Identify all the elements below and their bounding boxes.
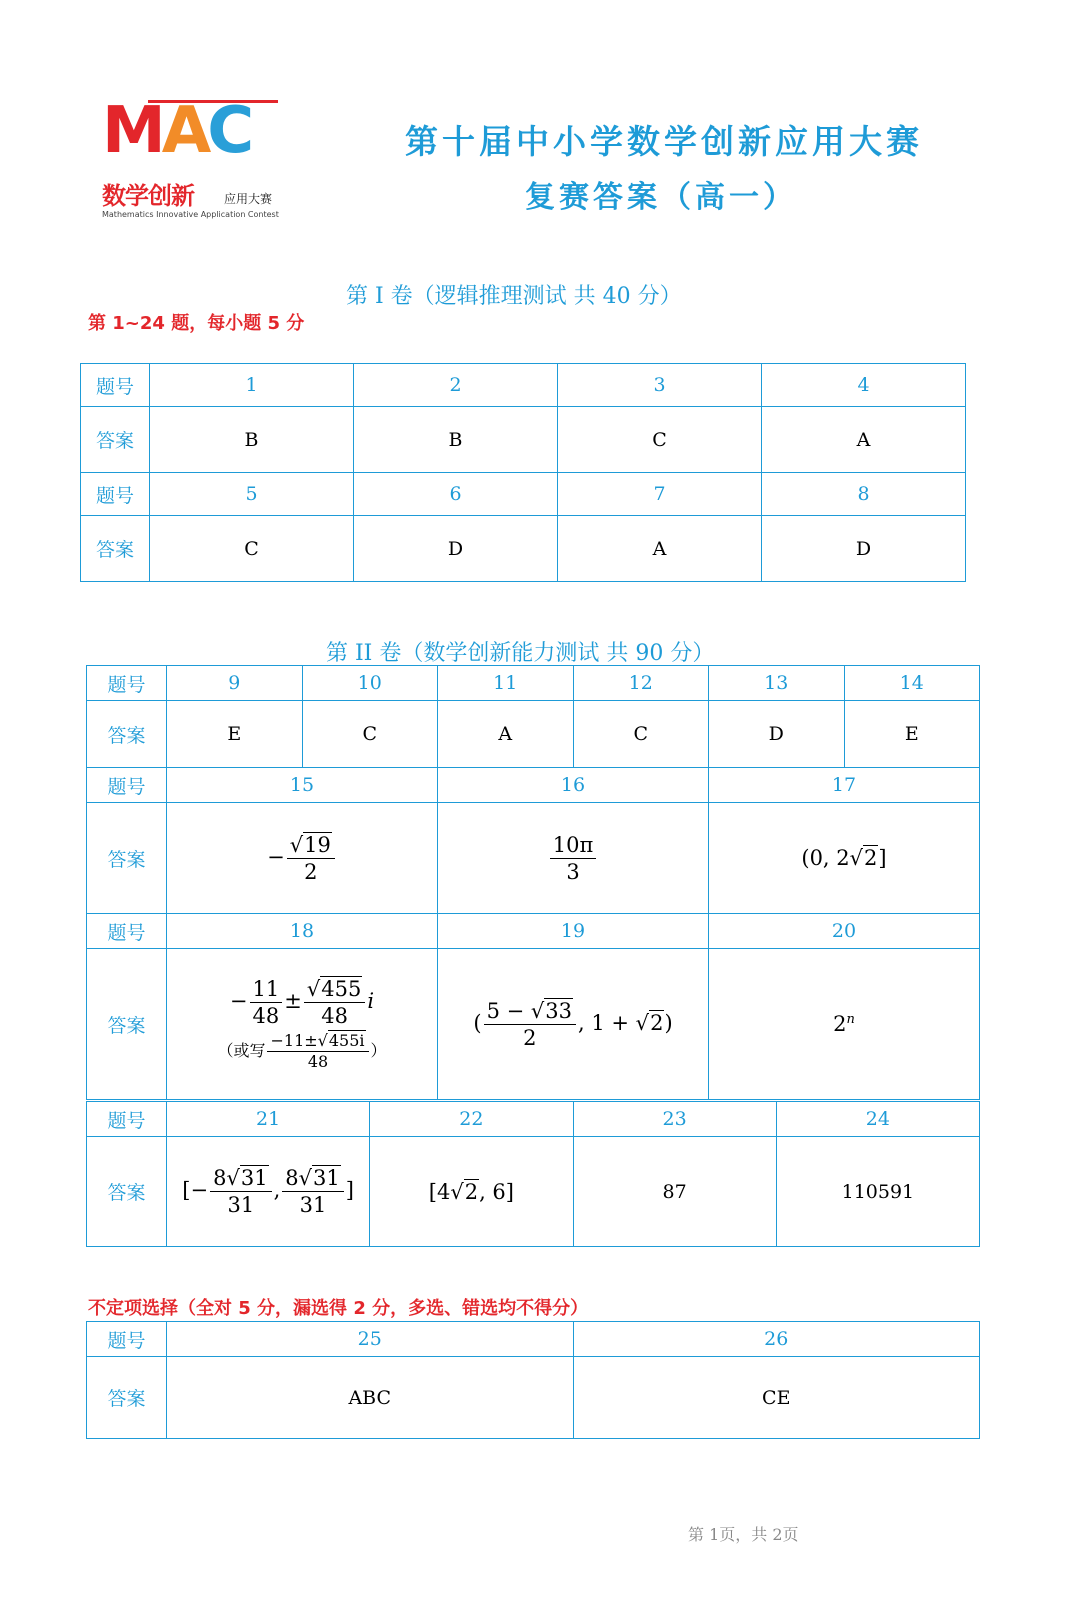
q-number: 24 [776,1102,979,1137]
q-number: 6 [354,473,558,516]
answer-24: 110591 [776,1137,979,1247]
q-number: 14 [844,666,980,701]
answer-21 [167,1137,370,1247]
q-number: 19 [438,914,709,949]
table-row [87,1357,980,1439]
answer-19 [438,949,709,1100]
answer: C [558,407,762,473]
part3-note: 不定项选择（全对 5 分，漏选得 2 分，多选、错选均不得分） [88,1298,589,1319]
q-number: 7 [558,473,762,516]
answer: C [150,516,354,582]
answer: C [573,701,709,768]
page-subtitle: 复赛答案（高一） [525,180,797,215]
part1-note: 第 1~24 题，每小题 5 分 [88,313,305,334]
q-number: 17 [709,768,980,803]
label-q: 题号 [87,1322,167,1357]
table-row [87,666,980,701]
answer: C [302,701,438,768]
q-number: 13 [709,666,845,701]
table-row [87,1322,980,1357]
table-row [87,1137,980,1247]
answer: CE [573,1357,980,1439]
q-number: 22 [370,1102,573,1137]
answer: D [354,516,558,582]
logo-letters: MAC [102,94,251,168]
q-number: 4 [762,364,966,407]
math-expr: ( $\frac{5 - √33}{2}$ , 1 + √2) [473,998,673,1050]
table-row [81,364,966,407]
math-expr: − $\frac{√19}{2}$ [267,845,337,869]
part2-table-b [86,767,980,1100]
label-a: 答案 [87,1137,167,1247]
table-row [81,407,966,473]
logo-cn-name: 数学创新 [102,182,194,210]
part2-table-c [86,1101,980,1247]
label-a: 答案 [87,949,167,1100]
label-q: 题号 [87,1102,167,1137]
page-footer: 第 1页，共 2页 [688,1525,799,1544]
q-number: 1 [150,364,354,407]
answer: A [438,701,574,768]
mac-logo [102,96,287,231]
table-row [87,768,980,803]
math-expr: (0, 2√2] [801,846,887,870]
part2-title: 第 II 卷（数学创新能力测试 共 90 分） [326,641,715,666]
q-number: 12 [573,666,709,701]
logo-en-name: Mathematics Innovative Application Contest [102,210,279,219]
label-q: 题号 [87,666,167,701]
q-number: 5 [150,473,354,516]
answer-15 [167,803,438,914]
q-number: 25 [167,1322,574,1357]
q-number: 23 [573,1102,776,1137]
answer: B [354,407,558,473]
q-number: 26 [573,1322,980,1357]
q-number: 16 [438,768,709,803]
math-expr: $\frac{10\pi}{3}$ [548,845,599,869]
math-expr: [− $\frac{8√31}{31}$ , $\frac{8√31}{31}$ ] [182,1166,354,1217]
answer-17 [709,803,980,914]
math-expr: − $\frac{11}{48}$ ± $\frac{√455}{48}$ i [229,977,375,1028]
part1-table [80,363,966,582]
label-q: 题号 [81,473,150,516]
table-row [87,949,980,1100]
part3-table [86,1321,980,1439]
table-row [87,803,980,914]
table-row [87,914,980,949]
q-number: 10 [302,666,438,701]
answer: B [150,407,354,473]
answer: E [167,701,303,768]
answer-23: 87 [573,1137,776,1247]
answer-22 [370,1137,573,1247]
answer: E [844,701,980,768]
part1-title: 第 I 卷（逻辑推理测试 共 40 分） [346,284,682,309]
answer: D [709,701,845,768]
answer-16 [438,803,709,914]
q-number: 15 [167,768,438,803]
q-number: 21 [167,1102,370,1137]
label-a: 答案 [87,1357,167,1439]
q-number: 3 [558,364,762,407]
part2-table-a [86,665,980,768]
table-row [87,701,980,768]
q-number: 18 [167,914,438,949]
table-row [81,516,966,582]
q-number: 8 [762,473,966,516]
answer: A [762,407,966,473]
table-row [81,473,966,516]
q-number: 9 [167,666,303,701]
label-a: 答案 [81,407,150,473]
q-number: 20 [709,914,980,949]
math-expr: [4√2, 6] [428,1179,514,1204]
label-a: 答案 [87,701,167,768]
answer-20 [709,949,980,1100]
answer-18 [167,949,438,1100]
label-a: 答案 [81,516,150,582]
answer: A [558,516,762,582]
logo-cn-suffix: 应用大赛 [224,192,273,206]
label-a: 答案 [87,803,167,914]
answer: ABC [167,1357,574,1439]
math-expr-alt: （或写 $\frac{-11\pm√455i}{48}$ ） [217,1031,387,1071]
page-title: 第十届中小学数学创新应用大赛 [405,122,923,161]
math-expr: 2$^n$ [833,1012,855,1036]
q-number: 11 [438,666,574,701]
answer: D [762,516,966,582]
table-row [87,1102,980,1137]
label-q: 题号 [87,768,167,803]
label-q: 题号 [87,914,167,949]
label-q: 题号 [81,364,150,407]
q-number: 2 [354,364,558,407]
